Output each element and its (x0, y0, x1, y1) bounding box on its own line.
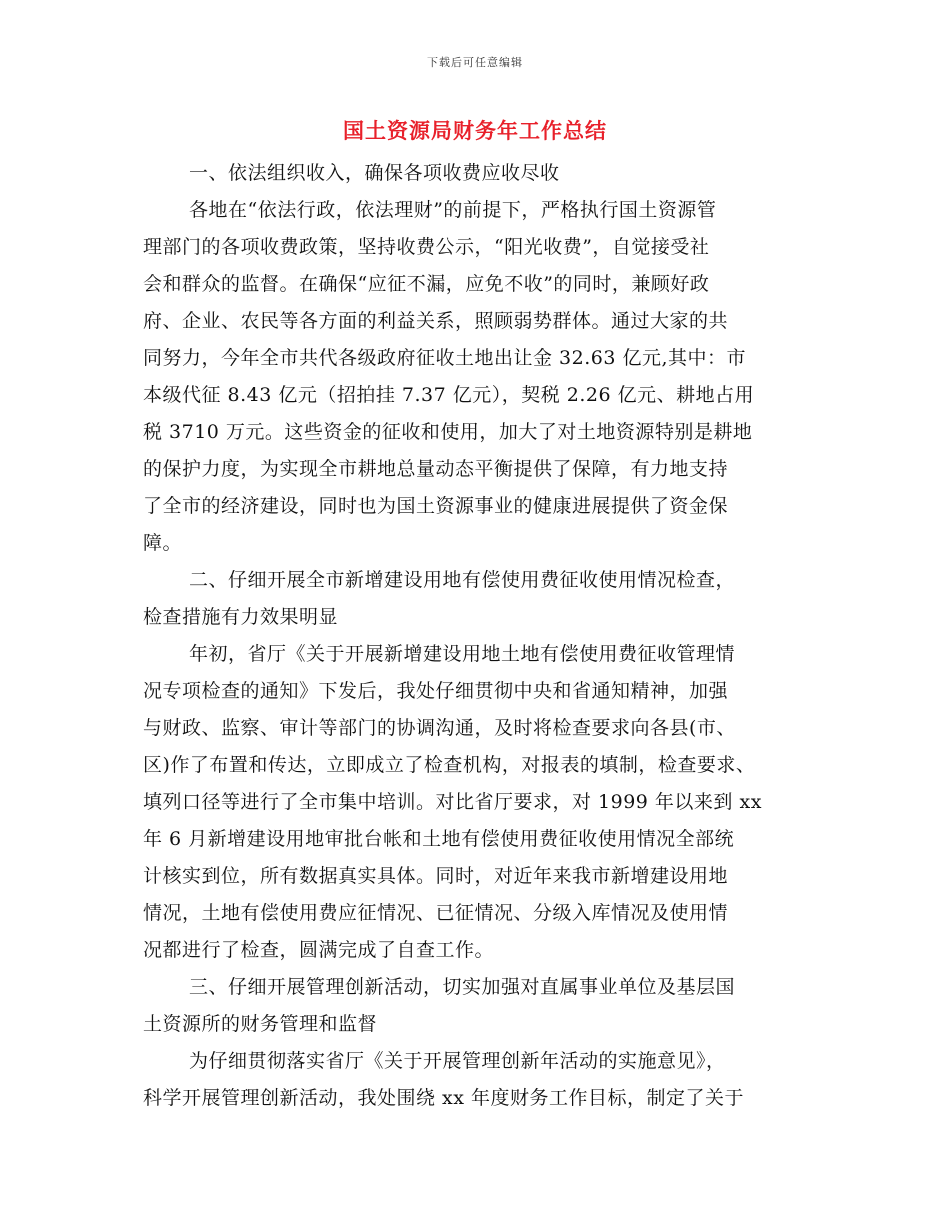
text-line: 二、仔细开展全市新增建设用地有偿使用费征收使用情况检查， (189, 569, 736, 591)
text-line: 会和群众的监督。在确保“应征不漏，应免不收”的同时，兼顾好政 (143, 273, 710, 295)
text-line: 计核实到位，所有数据真实具体。同时，对近年来我市新增建设用地 (143, 865, 729, 887)
text-line: 一、依法组织收入，确保各项收费应收尽收 (189, 162, 560, 184)
text-line: 了全市的经济建设，同时也为国土资源事业的健康进展提供了资金保 (143, 495, 729, 517)
text-line: 土资源所的财务管理和监督 (143, 1013, 378, 1035)
text-line: 年 6 月新增建设用地审批台帐和土地有偿使用费征收使用情况全部统 (143, 828, 735, 850)
text-line: 的保护力度，为实现全市耕地总量动态平衡提供了保障，有力地支持 (143, 458, 729, 480)
text-line: 为仔细贯彻落实省厅《关于开展管理创新年活动的实施意见》， (189, 1050, 726, 1072)
text-line: 况都进行了检查，圆满完成了自查工作。 (143, 939, 495, 961)
text-line: 况专项检查的通知》下发后，我处仔细贯彻中央和省通知精神，加强 (143, 680, 729, 702)
text-line: 区)作了布置和传达，立即成立了检查机构，对报表的填制，检查要求、 (143, 754, 756, 776)
text-line: 科学开展管理创新活动，我处围绕 xx 年度财务工作目标，制定了关于 (143, 1087, 745, 1109)
text-line: 理部门的各项收费政策，坚持收费公示，“阳光收费”，自觉接受社 (143, 236, 710, 258)
text-line: 检查措施有力效果明显 (143, 606, 339, 628)
header-note: 下载后可任意编辑 (427, 56, 523, 69)
text-line: 各地在“依法行政，依法理财”的前提下，严格执行国土资源管 (189, 199, 717, 221)
document-title: 国土资源局财务年工作总结 (343, 118, 607, 143)
document-body (143, 155, 803, 1117)
text-line: 府、企业、农民等各方面的利益关系，照顾弱势群体。通过大家的共 (143, 310, 729, 332)
text-line: 税 3710 万元。这些资金的征收和使用，加大了对土地资源特别是耕地 (143, 421, 753, 443)
text-line: 填列口径等进行了全市集中培训。对比省厅要求，对 1999 年以来到 xx (143, 791, 762, 813)
text-line: 障。 (143, 532, 183, 554)
text-line: 与财政、监察、审计等部门的协调沟通，及时将检查要求向各县(市、 (143, 717, 736, 739)
text-line: 同努力，今年全市共代各级政府征收土地出让金 32.63 亿元,其中：市 (143, 347, 747, 369)
text-line: 本级代征 8.43 亿元（招拍挂 7.37 亿元），契税 2.26 亿元、耕地占用 (143, 384, 755, 406)
text-line: 三、仔细开展管理创新活动，切实加强对直属事业单位及基层国 (189, 976, 736, 998)
text-line: 年初，省厅《关于开展新增建设用地土地有偿使用费征收管理情 (189, 643, 736, 665)
text-line: 情况，土地有偿使用费应征情况、已征情况、分级入库情况及使用情 (143, 902, 729, 924)
